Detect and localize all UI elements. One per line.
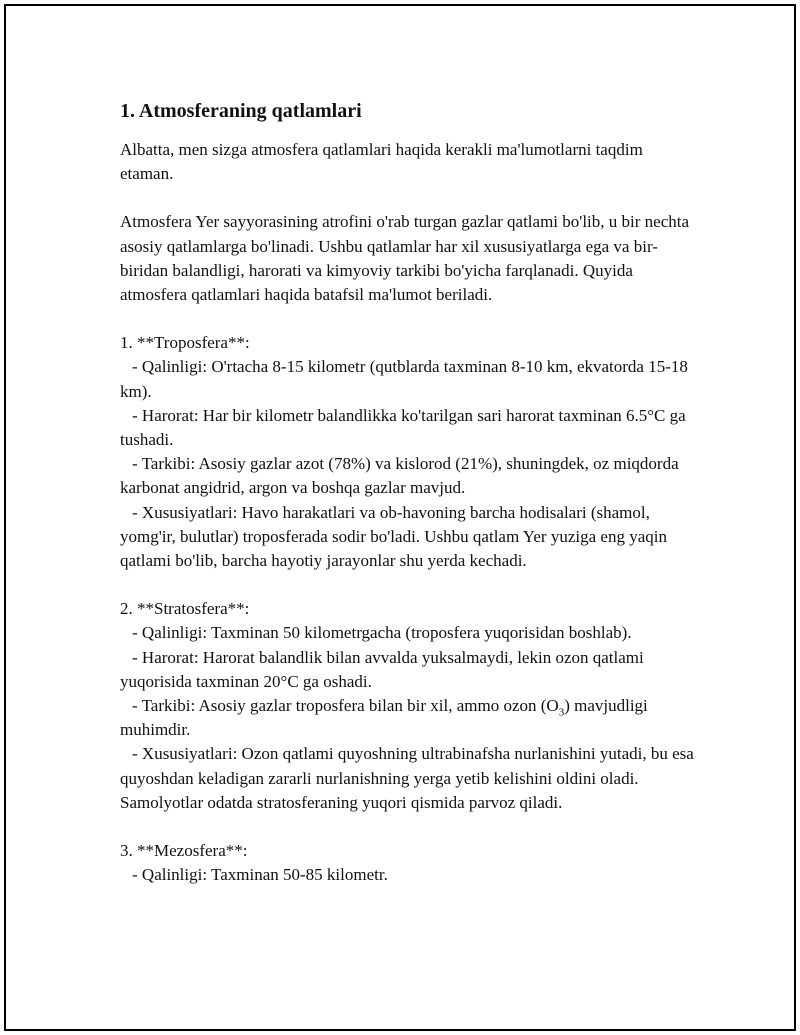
document-title: 1. Atmosferaning qatlamlari xyxy=(120,100,362,122)
list-item-text: - Qalinligi: O'rtacha 8-15 kilometr (qutblarda taxminan 8-10 km, ekvatorda 15-18 km). xyxy=(120,357,688,401)
ozone-subscript: 3 xyxy=(558,706,565,719)
list-item xyxy=(120,621,700,645)
list-item-text: - Xususiyatlari: Havo harakatlari va ob-havoning barcha hodisalari (shamol, yomg'ir, bulutlar) troposferada sodir bo'ladi. Ushbu qatlam Yer yuziga eng yaqin qatlami bo'lib, barcha hayotiy jarayonlar shu yerda kechadi. xyxy=(120,502,667,571)
section-heading: 2. **Stratosfera**: xyxy=(120,599,250,619)
section-heading: 1. **Troposfera**: xyxy=(120,333,250,353)
list-item-text-before: - Tarkibi: Asosiy gazlar troposfera bilan bir xil, ammo ozon (O xyxy=(132,696,559,716)
list-item xyxy=(120,646,700,694)
list-item-text: - Harorat: Har bir kilometr balandlikka ko'tarilgan sari harorat taxminan 6.5°C ga tushadi. xyxy=(120,405,686,450)
document-page xyxy=(4,4,796,1031)
document-body xyxy=(120,98,700,911)
list-item-text: - Xususiyatlari: Ozon qatlami quyoshning ultrabinafsha nurlanishini yutadi, bu esa quyoshdan keladigan zararli nurlanishning yerga yetib kelishini oldini oladi. Samolyotlar odatda stratosferaning yuqori qismida parvoz qiladi. xyxy=(120,744,694,812)
list-item xyxy=(120,863,700,887)
list-item-text: - Harorat: Harorat balandlik bilan avvalda yuksalmaydi, lekin ozon qatlami yuqorisida taxminan 20°C ga oshadi. xyxy=(120,647,644,691)
list-item xyxy=(120,452,700,500)
list-item xyxy=(120,742,700,815)
list-item-text: - Qalinligi: Taxminan 50 kilometrgacha (troposfera yuqorisidan boshlab). xyxy=(132,623,632,643)
section-mezosfera xyxy=(120,839,700,887)
list-item-text: - Qalinligi: Taxminan 50-85 kilometr. xyxy=(132,865,388,885)
section-heading: 3. **Mezosfera**: xyxy=(120,841,248,861)
section-stratosfera xyxy=(120,597,700,815)
overview-paragraph: Atmosfera Yer sayyorasining atrofini o'rab turgan gazlar qatlami bo'lib, u bir nechta asosiy qatlamlarga bo'linadi. Ushbu qatlamlar har xil xususiyatlarga ega va bir-biridan balandligi, harorati va kimyoviy tarkibi bo'yicha farqlanadi. Quyida atmosfera qatlamlari haqida batafsil ma'lumot beriladi. xyxy=(120,212,690,305)
list-item-text: - Tarkibi: Asosiy gazlar azot (78%) va kislorod (21%), shuningdek, oz miqdorda karbonat angidrid, argon va boshqa gazlar mavjud. xyxy=(120,454,679,498)
list-item xyxy=(120,355,700,403)
list-item-text-after: ) mavjudligi muhimdir. xyxy=(120,696,648,740)
intro-paragraph: Albatta, men sizga atmosfera qatlamlari haqida kerakli ma'lumotlarni taqdim etaman. xyxy=(120,140,643,184)
list-item xyxy=(120,404,700,452)
section-troposfera xyxy=(120,331,700,573)
list-item xyxy=(120,501,700,574)
list-item xyxy=(120,694,700,742)
